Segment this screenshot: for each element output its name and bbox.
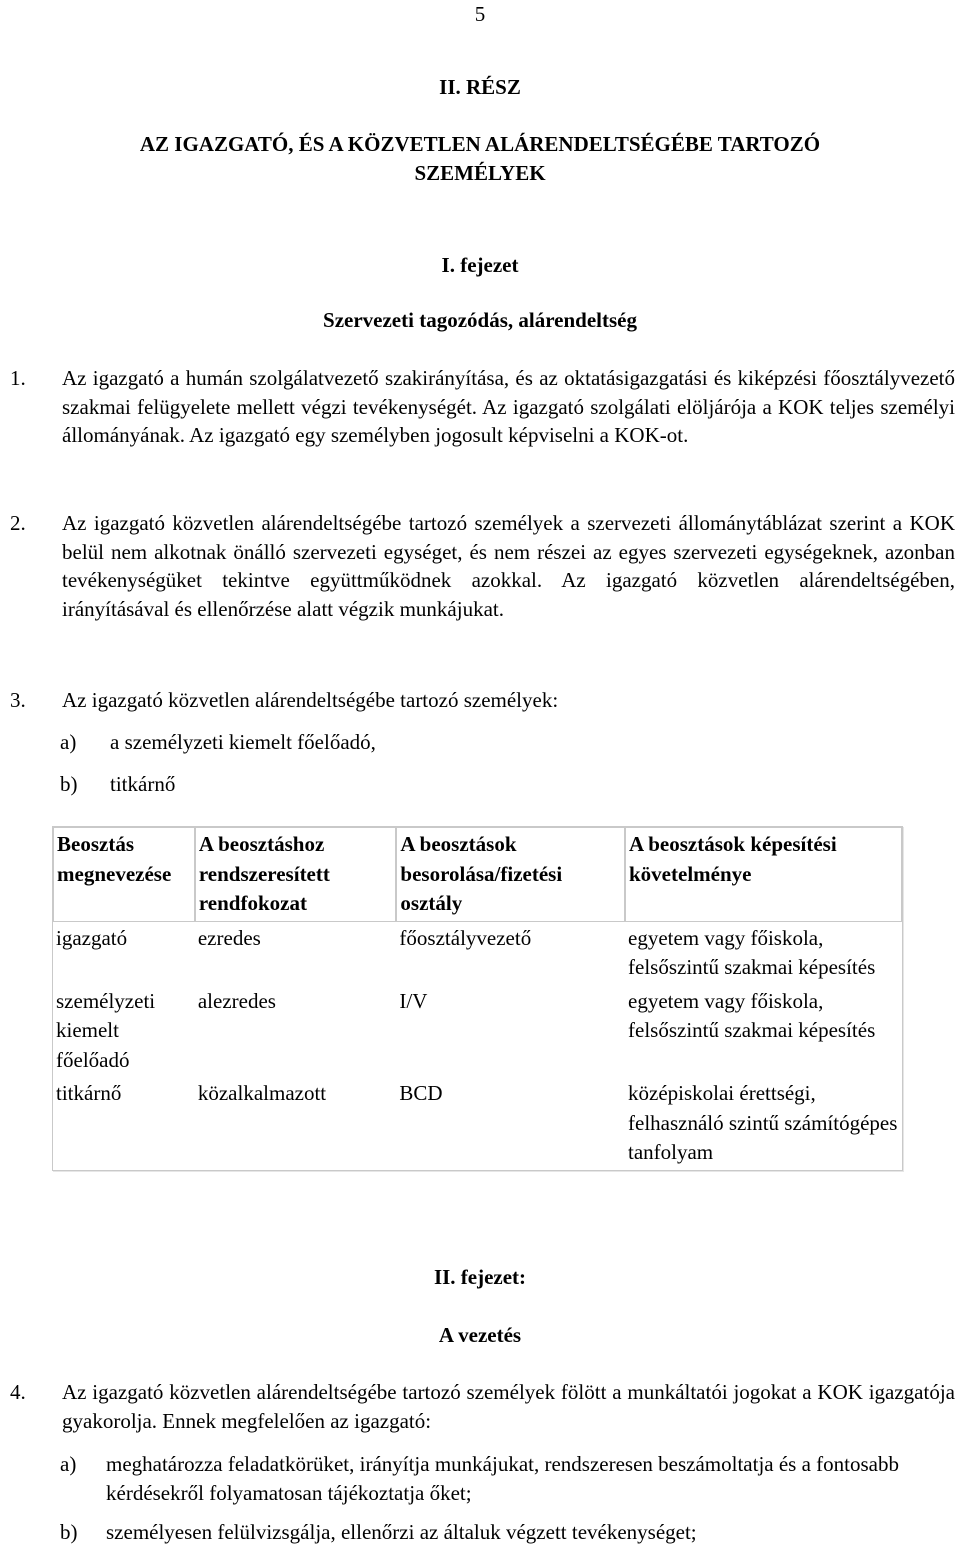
list-label: b) (60, 772, 78, 796)
list3-item-b (60, 770, 940, 799)
table-cell: egyetem vagy főiskola, felsőszintű szakmai képesítés (628, 925, 876, 979)
paragraph-number: 3. (10, 688, 26, 712)
list-label: b) (60, 1520, 78, 1544)
table-cell: személyzeti kiemelt főelőadó (56, 988, 156, 1072)
paragraph-2 (10, 509, 955, 623)
chapter1-title: I. fejezet (441, 253, 519, 277)
paragraph-number: 1. (10, 366, 26, 390)
list-text: személyesen felülvizsgálja, ellenőrzi az általuk végzett tevékenységet; (106, 1520, 697, 1544)
list3-item-a (60, 728, 940, 757)
paragraph-1 (10, 364, 955, 450)
part-title: II. RÉSZ (439, 75, 521, 99)
paragraph-number: 2. (10, 511, 26, 535)
paragraph-number: 4. (10, 1380, 26, 1404)
table-header-cell: A beosztáshoz rendszeresített rendfokozat (195, 827, 397, 922)
list-label: a) (60, 730, 77, 754)
table-cell: ezredes (197, 925, 261, 950)
paragraph-text: Az igazgató a humán szolgálatvezető szakirányítása, és az oktatásigazgatási és kiképzési főosztályvezető szakmai felügyelete mellett végzi tevékenységét. Az igazgató szolgálati elöljárója a KOK teljes személyi állományának. Az igazgató egy személyben jogosult képviselni a KOK-ot. (62, 366, 955, 447)
table-cell: főosztályvezető (399, 925, 532, 950)
table-cell: titkárnő (56, 1081, 122, 1105)
chapter2-subtitle: A vezetés (438, 1323, 522, 1347)
table-row (53, 1077, 902, 1170)
page-number: 5 (474, 2, 486, 26)
list4-item-a (60, 1450, 955, 1507)
table-cell: BCD (399, 1081, 443, 1105)
paragraph-3 (10, 686, 955, 715)
list4-item-b (60, 1518, 955, 1547)
table-cell: közalkalmazott (197, 1081, 327, 1105)
table-header-cell: Beosztás megnevezése (53, 827, 195, 922)
list-text: meghatározza feladatkörüket, irányítja munkájukat, rendszeresen beszámoltatja és a fontosabb kérdésekről folyamatosan tájékoztatja őket; (106, 1452, 899, 1505)
main-title-line1: AZ IGAZGATÓ, ÉS A KÖZVETLEN ALÁRENDELTSÉGÉBE TARTOZÓ (139, 132, 821, 156)
table-cell: egyetem vagy főiskola, felsőszintű szakmai képesítés (628, 988, 876, 1042)
list-text: a személyzeti kiemelt főelőadó, (110, 730, 376, 754)
table-header-row (53, 827, 902, 922)
main-title-line2: SZEMÉLYEK (414, 161, 546, 185)
list-text: titkárnő (110, 772, 176, 796)
paragraph-text: Az igazgató közvetlen alárendeltségébe tartozó személyek fölött a munkáltatói jogokat a KOK igazgatója gyakorolja. Ennek megfelelően az igazgató: (62, 1380, 955, 1433)
table-row (53, 922, 902, 985)
positions-table (52, 826, 903, 1171)
list-label: a) (60, 1452, 77, 1476)
table-cell: igazgató (56, 925, 128, 950)
paragraph-4 (10, 1378, 955, 1435)
chapter2-title: II. fejezet: (433, 1265, 527, 1289)
table-cell: középiskolai érettségi, felhasználó szintű számítógépes tanfolyam (628, 1081, 898, 1164)
table-header-cell: A beosztások képesítési követelménye (625, 827, 902, 922)
paragraph-text: Az igazgató közvetlen alárendeltségébe tartozó személyek: (62, 688, 559, 712)
table-cell: alezredes (197, 988, 276, 1013)
table-cell: I/V (399, 988, 428, 1013)
chapter1-subtitle: Szervezeti tagozódás, alárendeltség (323, 308, 637, 332)
table-row (53, 985, 902, 1078)
table-header-cell: A beosztások besorolása/fizetési osztály (396, 827, 625, 922)
paragraph-text: Az igazgató közvetlen alárendeltségébe tartozó személyek a szervezeti állománytáblázat szerint a KOK belül nem alkotnak önálló szervezeti egységet, és nem részei az egyes szervezeti egységeknek, azonban tevékenységüket tekintve együttműködnek azokkal. Az igazgató közvetlen alárendeltségében, irányításával és ellenőrzése alatt végzik munkájukat. (62, 511, 955, 621)
